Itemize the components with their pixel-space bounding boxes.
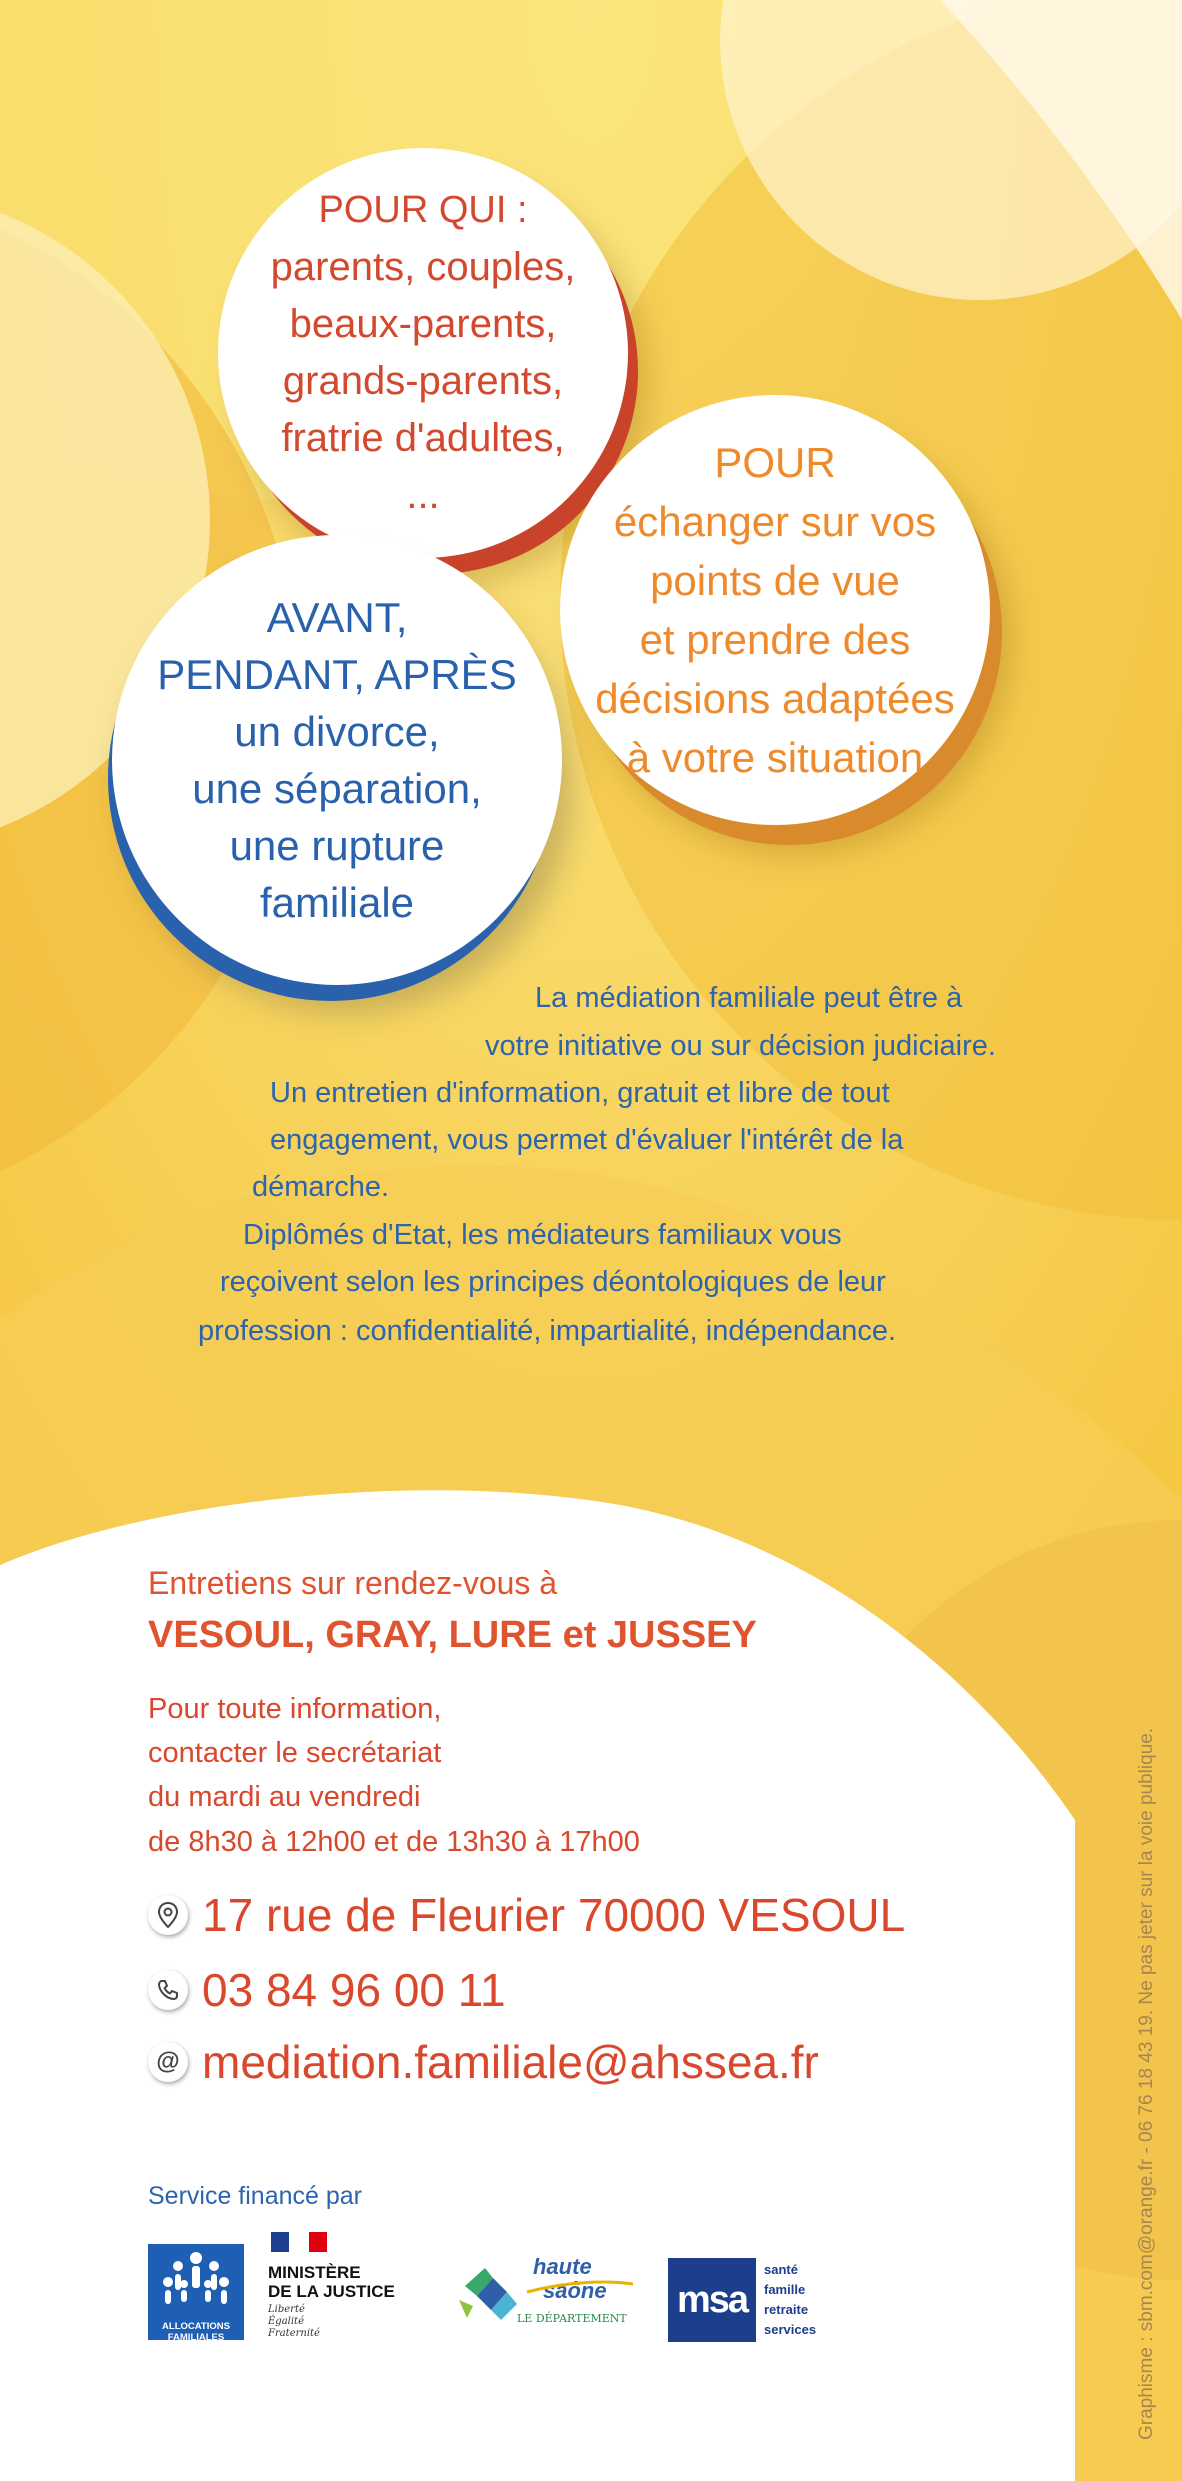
caf-logo <box>148 2244 244 2343</box>
marianne-flag-icon <box>271 2232 327 2252</box>
haute-saone-emblem-icon <box>455 2256 525 2326</box>
msa-mark <box>668 2258 756 2342</box>
who-line: ... <box>406 473 440 517</box>
why-line: et prendre des <box>639 616 911 663</box>
description-line: La médiation familiale peut être à <box>535 982 963 1014</box>
who-line: grands-parents, <box>282 359 564 403</box>
when-line: PENDANT, APRÈS <box>157 651 517 698</box>
location-pin-icon <box>148 1895 188 1935</box>
when-line: familiale <box>259 879 415 926</box>
why-line: échanger sur vos <box>613 498 937 545</box>
hs-subtitle: LE DÉPARTEMENT <box>517 2312 627 2325</box>
description-line: profession : confidentialité, impartialité, indépendance. <box>198 1315 897 1347</box>
haute-saone-logo <box>455 2250 645 2340</box>
description-line: reçoivent selon les principes déontologiques de leur <box>220 1266 886 1298</box>
caf-label: ALLOCATIONS FAMILIALES <box>162 2321 230 2343</box>
why-line: à votre situation <box>626 734 924 781</box>
info-line: de 8h30 à 12h00 et de 13h30 à 17h00 <box>148 1826 640 1858</box>
when-line: une séparation, <box>192 765 482 812</box>
at-sign-icon: @ <box>148 2042 188 2082</box>
who-line: beaux-parents, <box>289 302 557 346</box>
description-line: engagement, vous permet d'évaluer l'intérêt de la <box>270 1124 904 1156</box>
description-line: démarche. <box>252 1171 390 1203</box>
phone-icon <box>148 1970 188 2010</box>
email-row <box>148 2035 819 2089</box>
info-line: du mardi au vendredi <box>148 1781 421 1813</box>
description-line: Diplômés d'Etat, les médiateurs familiaux vous <box>243 1219 842 1251</box>
hs-swoosh-icon <box>525 2280 635 2294</box>
who-heading: POUR QUI : <box>318 189 528 231</box>
funding-label: Service financé par <box>148 2182 363 2210</box>
appointment-intro: Entretiens sur rendez-vous à <box>148 1565 558 1601</box>
phone-row <box>148 1963 506 2017</box>
who-line: parents, couples, <box>270 245 576 289</box>
who-line: fratrie d'adultes, <box>281 416 565 460</box>
description-line: votre initiative ou sur décision judiciaire. <box>485 1030 996 1062</box>
when-line: une rupture <box>229 822 445 869</box>
caf-figures-icon <box>148 2244 244 2316</box>
when-line: un divorce, <box>234 708 440 755</box>
motto-line: Liberté <box>268 2304 305 2315</box>
when-bubble <box>112 535 562 985</box>
info-line: contacter le secrétariat <box>148 1737 442 1769</box>
why-bubble <box>560 395 990 825</box>
why-line: POUR <box>714 439 836 486</box>
msa-line: santé <box>764 2262 798 2277</box>
design-credit: Graphisme : sbm.com@orange.fr - 06 76 18 43 19. Ne pas jeter sur la voie publique. <box>1136 1727 1157 2440</box>
hs-name-line: haute <box>533 2254 592 2279</box>
msa-line: retraite <box>764 2302 809 2317</box>
info-line: Pour toute information, <box>148 1693 442 1725</box>
why-line: décisions adaptées <box>595 675 955 722</box>
ministry-logo <box>268 2232 418 2342</box>
address-text: 17 rue de Fleurier 70000 VESOUL <box>202 1889 906 1941</box>
email-text[interactable]: mediation.familiale@ahssea.fr <box>202 2036 819 2088</box>
msa-line: services <box>764 2322 817 2337</box>
appointment-cities: VESOUL, GRAY, LURE et JUSSEY <box>148 1614 757 1656</box>
msa-letters: msa <box>676 2278 748 2321</box>
msa-logo <box>668 2258 838 2348</box>
phone-text[interactable]: 03 84 96 00 11 <box>202 1964 506 2016</box>
why-line: points de vue <box>650 557 900 604</box>
ministry-line: DE LA JUSTICE <box>268 2282 395 2301</box>
address-row <box>148 1888 905 1942</box>
when-line: AVANT, <box>266 594 408 641</box>
description-line: Un entretien d'information, gratuit et libre de tout <box>270 1077 890 1109</box>
who-bubble <box>218 148 628 558</box>
motto-line: Égalité <box>268 2316 304 2327</box>
msa-line: famille <box>764 2282 806 2297</box>
ministry-line: MINISTÈRE <box>268 2263 361 2282</box>
hs-name-line: saône <box>543 2278 607 2303</box>
motto-line: Fraternité <box>268 2328 320 2339</box>
